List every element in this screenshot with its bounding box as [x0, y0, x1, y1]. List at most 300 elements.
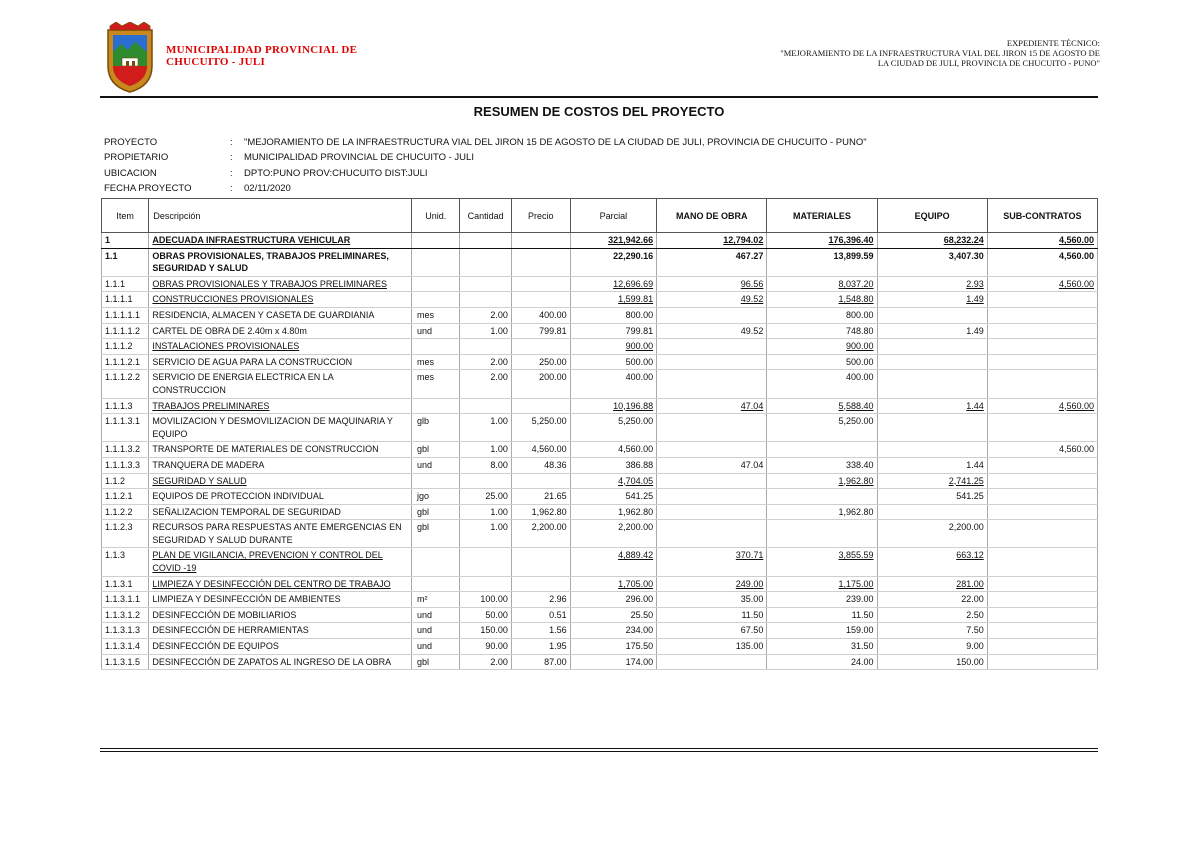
description-text: TRANSPORTE DE MATERIALES DE CONSTRUCCION [152, 444, 379, 455]
cell-precio: 21.65 [511, 489, 570, 505]
cell-descripcion [149, 607, 412, 623]
description-text: RESIDENCIA, ALMACEN Y CASETA DE GUARDIANIA [152, 309, 375, 320]
cell-unid [412, 248, 460, 276]
table-row [102, 548, 1098, 576]
cell-parcial: 800.00 [570, 307, 657, 323]
col-header-materiales: MATERIALES [767, 199, 877, 233]
cell-precio: 4,560.00 [511, 442, 570, 458]
description-text: OBRAS PROVISIONALES Y TRABAJOS PRELIMINARES [152, 278, 387, 289]
cell-unid: gbl [412, 654, 460, 670]
cell-descripcion [149, 639, 412, 655]
expediente-header [780, 38, 1100, 68]
cell-unid: mes [412, 307, 460, 323]
col-header-precio: Precio [511, 199, 570, 233]
cell-equipo: 2,741.25 [877, 473, 987, 489]
cell-unid: und [412, 323, 460, 339]
cell-equipo: 150.00 [877, 654, 987, 670]
description-text: DESINFECCIÓN DE ZAPATOS AL INGRESO DE LA OBRA [152, 656, 392, 667]
cell-item: 1.1.2 [102, 473, 149, 489]
cell-mano-de-obra [657, 370, 767, 398]
cost-summary-table [101, 198, 1098, 670]
meta-value: 02/11/2020 [244, 182, 291, 194]
table-row [102, 354, 1098, 370]
cell-unid [412, 473, 460, 489]
cell-parcial: 296.00 [570, 592, 657, 608]
cell-parcial: 1,705.00 [570, 576, 657, 592]
cell-mano-de-obra [657, 414, 767, 442]
col-header-sub-contratos: SUB-CONTRATOS [987, 199, 1097, 233]
cell-sub-contratos [987, 307, 1097, 323]
cell-precio: 2,200.00 [511, 520, 570, 548]
cell-sub-contratos [987, 323, 1097, 339]
municipal-crest-logo [104, 22, 156, 94]
cell-cantidad [460, 248, 511, 276]
cell-materiales: 8,037.20 [767, 276, 877, 292]
cell-precio: 0.51 [511, 607, 570, 623]
cell-cantidad: 2.00 [460, 354, 511, 370]
cell-mano-de-obra: 49.52 [657, 323, 767, 339]
cell-unid: mes [412, 370, 460, 398]
meta-row-proyecto [104, 135, 867, 150]
cell-precio [511, 473, 570, 489]
cell-descripcion [149, 654, 412, 670]
description-text: CONSTRUCCIONES PROVISIONALES [152, 294, 314, 305]
cell-materiales: 5,250.00 [767, 414, 877, 442]
description-text: SEÑALIZACION TEMPORAL DE SEGURIDAD [152, 506, 341, 517]
cell-mano-de-obra: 96.56 [657, 276, 767, 292]
cell-item: 1.1.1.2.1 [102, 354, 149, 370]
cell-materiales: 13,899.59 [767, 248, 877, 276]
cell-cantidad: 1.00 [460, 323, 511, 339]
cell-parcial: 900.00 [570, 339, 657, 355]
cell-precio: 799.81 [511, 323, 570, 339]
cell-mano-de-obra [657, 654, 767, 670]
cell-precio: 48.36 [511, 457, 570, 473]
description-text: RECURSOS PARA RESPUESTAS ANTE EMERGENCIAS EN SEGURIDAD Y SALUD DURANTE [152, 522, 402, 545]
cell-item: 1.1.3.1.2 [102, 607, 149, 623]
table-row [102, 639, 1098, 655]
description-text: SEGURIDAD Y SALUD [152, 475, 247, 486]
description-text: LIMPIEZA Y DESINFECCIÓN DE AMBIENTES [152, 594, 341, 605]
cell-cantidad: 90.00 [460, 639, 511, 655]
cell-parcial: 1,962.80 [570, 504, 657, 520]
table-row [102, 489, 1098, 505]
cell-item: 1 [102, 233, 149, 249]
cell-mano-de-obra [657, 520, 767, 548]
table-row [102, 323, 1098, 339]
cell-sub-contratos [987, 414, 1097, 442]
cell-mano-de-obra: 12,794.02 [657, 233, 767, 249]
cell-parcial: 321,942.66 [570, 233, 657, 249]
description-text: MOVILIZACION Y DESMOVILIZACION DE MAQUINARIA Y EQUIPO [152, 416, 393, 439]
organization-line-1: MUNICIPALIDAD PROVINCIAL DE [166, 44, 358, 56]
cell-equipo [877, 370, 987, 398]
cell-precio: 1.95 [511, 639, 570, 655]
cell-descripcion [149, 548, 412, 576]
cell-equipo: 663.12 [877, 548, 987, 576]
page-title: RESUMEN DE COSTOS DEL PROYECTO [473, 104, 725, 119]
cell-mano-de-obra: 47.04 [657, 398, 767, 414]
cell-descripcion [149, 442, 412, 458]
cell-precio: 1.56 [511, 623, 570, 639]
description-text: DESINFECCIÓN DE HERRAMIENTAS [152, 625, 309, 636]
cell-descripcion [149, 307, 412, 323]
cell-materiales: 159.00 [767, 623, 877, 639]
table-row [102, 520, 1098, 548]
cell-precio [511, 276, 570, 292]
cell-parcial: 175.50 [570, 639, 657, 655]
cell-equipo [877, 354, 987, 370]
cell-mano-de-obra: 49.52 [657, 292, 767, 308]
cell-item: 1.1.2.3 [102, 520, 149, 548]
cell-descripcion [149, 339, 412, 355]
cell-equipo: 1.44 [877, 457, 987, 473]
description-text: CARTEL DE OBRA DE 2.40m x 4.80m [152, 325, 307, 336]
cell-parcial: 2,200.00 [570, 520, 657, 548]
table-row [102, 592, 1098, 608]
cell-unid: gbl [412, 442, 460, 458]
cell-descripcion [149, 370, 412, 398]
cell-item: 1.1.1.2 [102, 339, 149, 355]
meta-label: PROYECTO [104, 137, 158, 148]
cell-materiales: 239.00 [767, 592, 877, 608]
description-text: DESINFECCIÓN DE MOBILIARIOS [152, 609, 297, 620]
table-header-row [102, 199, 1098, 233]
cell-mano-de-obra: 249.00 [657, 576, 767, 592]
cell-sub-contratos: 4,560.00 [987, 233, 1097, 249]
cell-unid [412, 276, 460, 292]
table-row [102, 292, 1098, 308]
cell-unid [412, 548, 460, 576]
cell-descripcion [149, 623, 412, 639]
cell-materiales [767, 442, 877, 458]
cell-mano-de-obra [657, 339, 767, 355]
cell-descripcion [149, 292, 412, 308]
description-text: TRANQUERA DE MADERA [152, 459, 265, 470]
cell-equipo: 9.00 [877, 639, 987, 655]
cell-equipo: 68,232.24 [877, 233, 987, 249]
table-row [102, 233, 1098, 249]
cell-parcial: 386.88 [570, 457, 657, 473]
table-body [102, 233, 1098, 670]
cell-parcial: 4,704.05 [570, 473, 657, 489]
expediente-line-3: LA CIUDAD DE JULI, PROVINCIA DE CHUCUITO - PUNO" [877, 58, 1100, 68]
cell-precio [511, 576, 570, 592]
cell-cantidad: 2.00 [460, 307, 511, 323]
meta-colon: : [230, 152, 233, 164]
table-row [102, 457, 1098, 473]
meta-label: UBICACION [104, 167, 157, 179]
cell-cantidad: 25.00 [460, 489, 511, 505]
cell-materiales [767, 489, 877, 505]
cell-cantidad: 150.00 [460, 623, 511, 639]
col-header-unid: Unid. [412, 199, 460, 233]
cell-precio [511, 248, 570, 276]
cell-precio: 200.00 [511, 370, 570, 398]
cell-materiales: 338.40 [767, 457, 877, 473]
description-text: INSTALACIONES PROVISIONALES [152, 341, 300, 352]
cell-sub-contratos [987, 520, 1097, 548]
cell-equipo: 3,407.30 [877, 248, 987, 276]
cell-unid: jgo [412, 489, 460, 505]
cell-descripcion [149, 398, 412, 414]
cell-precio [511, 233, 570, 249]
cell-equipo [877, 307, 987, 323]
table-row [102, 442, 1098, 458]
cell-mano-de-obra: 67.50 [657, 623, 767, 639]
meta-value: "MEJORAMIENTO DE LA INFRAESTRUCTURA VIAL DEL JIRON 15 DE AGOSTO DE LA CIUDAD DE JULI, PROVINCIA DE CHUCUITO - PUNO" [244, 137, 867, 148]
cell-descripcion [149, 414, 412, 442]
cell-sub-contratos [987, 354, 1097, 370]
cell-unid: und [412, 639, 460, 655]
meta-row-ubicacion [104, 166, 867, 181]
cell-descripcion [149, 323, 412, 339]
cell-equipo: 2.50 [877, 607, 987, 623]
cell-parcial: 500.00 [570, 354, 657, 370]
cell-parcial: 799.81 [570, 323, 657, 339]
cell-materiales: 1,548.80 [767, 292, 877, 308]
table-row [102, 414, 1098, 442]
meta-colon: : [230, 137, 233, 148]
cell-sub-contratos [987, 576, 1097, 592]
table-row [102, 307, 1098, 323]
cell-cantidad: 1.00 [460, 442, 511, 458]
cell-item: 1.1.2.1 [102, 489, 149, 505]
cell-item: 1.1.1.1.2 [102, 323, 149, 339]
cell-descripcion [149, 576, 412, 592]
cell-parcial: 174.00 [570, 654, 657, 670]
cell-cantidad [460, 576, 511, 592]
cell-parcial: 1,599.81 [570, 292, 657, 308]
cell-precio: 87.00 [511, 654, 570, 670]
cell-sub-contratos [987, 457, 1097, 473]
cell-mano-de-obra: 47.04 [657, 457, 767, 473]
table-row [102, 576, 1098, 592]
footer-divider [100, 748, 1098, 752]
cell-item: 1.1.1.3.1 [102, 414, 149, 442]
cell-cantidad: 1.00 [460, 520, 511, 548]
cell-descripcion [149, 276, 412, 292]
cell-parcial: 234.00 [570, 623, 657, 639]
cell-item: 1.1.3.1 [102, 576, 149, 592]
cell-cantidad [460, 292, 511, 308]
cell-item: 1.1.3.1.5 [102, 654, 149, 670]
cell-item: 1.1.1.1 [102, 292, 149, 308]
cell-sub-contratos [987, 473, 1097, 489]
organization-line-2: CHUCUITO - JULI [166, 56, 266, 68]
cell-materiales: 3,855.59 [767, 548, 877, 576]
cell-precio: 400.00 [511, 307, 570, 323]
cell-cantidad: 100.00 [460, 592, 511, 608]
cell-precio [511, 398, 570, 414]
cell-parcial: 25.50 [570, 607, 657, 623]
col-header-cantidad: Cantidad [460, 199, 511, 233]
cell-descripcion [149, 233, 412, 249]
cell-sub-contratos [987, 639, 1097, 655]
cell-unid [412, 576, 460, 592]
table-row [102, 504, 1098, 520]
cell-parcial: 541.25 [570, 489, 657, 505]
cell-cantidad [460, 339, 511, 355]
cell-equipo: 1.49 [877, 292, 987, 308]
cell-precio: 5,250.00 [511, 414, 570, 442]
cell-equipo: 2.93 [877, 276, 987, 292]
cell-materiales: 900.00 [767, 339, 877, 355]
cell-cantidad [460, 233, 511, 249]
cell-materiales: 400.00 [767, 370, 877, 398]
header-divider [100, 96, 1098, 98]
cell-item: 1.1.3.1.4 [102, 639, 149, 655]
cell-item: 1.1.1.3.2 [102, 442, 149, 458]
table-row [102, 370, 1098, 398]
cell-descripcion [149, 489, 412, 505]
cell-mano-de-obra [657, 473, 767, 489]
cell-mano-de-obra [657, 504, 767, 520]
cell-cantidad [460, 473, 511, 489]
expediente-line-1: EXPEDIENTE TÉCNICO: [1006, 38, 1100, 48]
meta-row-fecha [104, 181, 867, 196]
meta-label: FECHA PROYECTO [104, 182, 192, 194]
table-row [102, 654, 1098, 670]
table-row [102, 339, 1098, 355]
cell-unid [412, 233, 460, 249]
cell-equipo [877, 442, 987, 458]
cell-item: 1.1.1 [102, 276, 149, 292]
cell-cantidad: 2.00 [460, 654, 511, 670]
cell-item: 1.1.1.3.3 [102, 457, 149, 473]
cell-item: 1.1.3.1.3 [102, 623, 149, 639]
organization-name [166, 44, 357, 68]
cell-sub-contratos [987, 489, 1097, 505]
cell-sub-contratos [987, 292, 1097, 308]
cell-sub-contratos: 4,560.00 [987, 442, 1097, 458]
cell-precio [511, 548, 570, 576]
col-header-equipo: EQUIPO [877, 199, 987, 233]
description-text: ADECUADA INFRAESTRUCTURA VEHICULAR [152, 235, 351, 245]
cell-descripcion [149, 520, 412, 548]
cell-unid [412, 339, 460, 355]
cell-unid: gbl [412, 520, 460, 548]
description-text: DESINFECCIÓN DE EQUIPOS [152, 641, 279, 652]
cell-materiales: 1,175.00 [767, 576, 877, 592]
description-text: OBRAS PROVISIONALES, TRABAJOS PRELIMINARES, SEGURIDAD Y SALUD [152, 250, 389, 274]
cell-cantidad [460, 398, 511, 414]
cell-cantidad: 2.00 [460, 370, 511, 398]
cell-precio: 2.96 [511, 592, 570, 608]
description-text: SERVICIO DE ENERGIA ELECTRICA EN LA CONSTRUCCION [152, 372, 334, 395]
cell-item: 1.1.2.2 [102, 504, 149, 520]
table-row [102, 623, 1098, 639]
cell-unid [412, 398, 460, 414]
cell-descripcion [149, 592, 412, 608]
cell-unid: und [412, 623, 460, 639]
cell-materiales: 1,962.80 [767, 473, 877, 489]
cell-unid: und [412, 607, 460, 623]
project-metadata [104, 135, 867, 196]
cell-precio: 250.00 [511, 354, 570, 370]
cell-descripcion [149, 248, 412, 276]
cell-precio [511, 292, 570, 308]
cell-parcial: 22,290.16 [570, 248, 657, 276]
cell-sub-contratos [987, 623, 1097, 639]
cell-item: 1.1.3 [102, 548, 149, 576]
cell-unid [412, 292, 460, 308]
cell-equipo: 1.49 [877, 323, 987, 339]
cell-materiales: 800.00 [767, 307, 877, 323]
cell-mano-de-obra: 467.27 [657, 248, 767, 276]
cell-sub-contratos [987, 654, 1097, 670]
cell-unid: gbl [412, 504, 460, 520]
cell-item: 1.1 [102, 248, 149, 276]
cell-materiales: 500.00 [767, 354, 877, 370]
cell-parcial: 12,696.69 [570, 276, 657, 292]
cell-descripcion [149, 354, 412, 370]
cell-materiales: 1,962.80 [767, 504, 877, 520]
cell-sub-contratos [987, 607, 1097, 623]
cell-materiales: 5,588.40 [767, 398, 877, 414]
cell-sub-contratos: 4,560.00 [987, 248, 1097, 276]
table-row [102, 607, 1098, 623]
col-header-mano-de-obra: MANO DE OBRA [657, 199, 767, 233]
table-row [102, 398, 1098, 414]
cell-unid: und [412, 457, 460, 473]
description-text: PLAN DE VIGILANCIA, PREVENCION Y CONTROL DEL COVID -19 [152, 550, 383, 574]
col-header-parcial: Parcial [570, 199, 657, 233]
cell-item: 1.1.3.1.1 [102, 592, 149, 608]
cell-materiales: 11.50 [767, 607, 877, 623]
cell-equipo [877, 414, 987, 442]
cell-mano-de-obra: 35.00 [657, 592, 767, 608]
cell-equipo: 1.44 [877, 398, 987, 414]
cell-equipo: 281.00 [877, 576, 987, 592]
cell-precio: 1,962.80 [511, 504, 570, 520]
meta-value: DPTO:PUNO PROV:CHUCUITO DIST:JULI [244, 167, 428, 179]
cell-unid: mes [412, 354, 460, 370]
cell-mano-de-obra [657, 442, 767, 458]
cell-materiales: 748.80 [767, 323, 877, 339]
cell-sub-contratos: 4,560.00 [987, 276, 1097, 292]
col-header-item: Item [102, 199, 149, 233]
cell-parcial: 5,250.00 [570, 414, 657, 442]
description-text: SERVICIO DE AGUA PARA LA CONSTRUCCION [152, 356, 353, 367]
cell-unid: glb [412, 414, 460, 442]
cell-item: 1.1.1.3 [102, 398, 149, 414]
cell-equipo: 541.25 [877, 489, 987, 505]
cell-equipo: 2,200.00 [877, 520, 987, 548]
meta-row-propietario [104, 150, 867, 165]
table-row [102, 276, 1098, 292]
cell-mano-de-obra: 11.50 [657, 607, 767, 623]
cell-sub-contratos [987, 548, 1097, 576]
cell-materiales: 24.00 [767, 654, 877, 670]
cell-cantidad: 50.00 [460, 607, 511, 623]
cell-item: 1.1.1.1.1 [102, 307, 149, 323]
cell-descripcion [149, 457, 412, 473]
description-text: EQUIPOS DE PROTECCION INDIVIDUAL [152, 491, 324, 502]
cell-item: 1.1.1.2.2 [102, 370, 149, 398]
meta-colon: : [230, 167, 233, 179]
cell-mano-de-obra [657, 489, 767, 505]
cell-mano-de-obra: 135.00 [657, 639, 767, 655]
cell-mano-de-obra: 370.71 [657, 548, 767, 576]
cell-materiales: 176,396.40 [767, 233, 877, 249]
cell-sub-contratos [987, 504, 1097, 520]
cell-sub-contratos [987, 339, 1097, 355]
cell-equipo [877, 339, 987, 355]
cell-cantidad: 1.00 [460, 414, 511, 442]
cell-cantidad [460, 276, 511, 292]
table-row [102, 248, 1098, 276]
